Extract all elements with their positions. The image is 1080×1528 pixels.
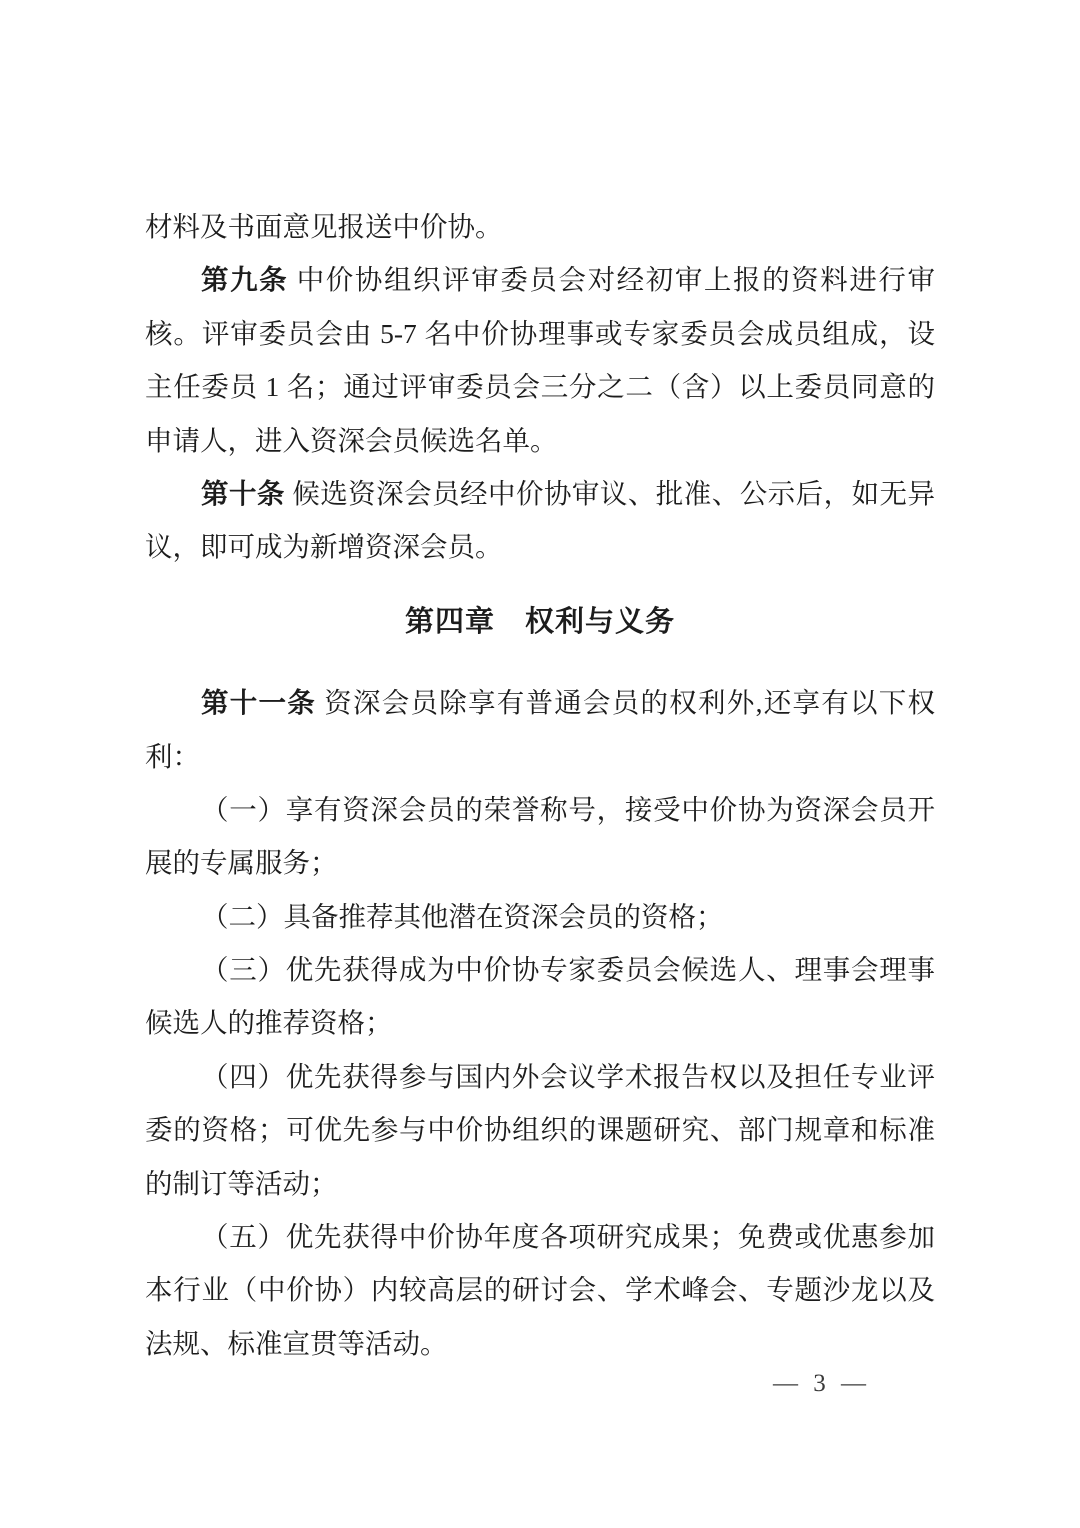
text-line bbox=[145, 676, 935, 729]
chapter-heading bbox=[145, 596, 935, 649]
text-segment: 的制订等活动； bbox=[145, 1167, 338, 1199]
text-line bbox=[145, 414, 935, 467]
text-segment: （四）优先获得参与国内外会议学术报告权以及担任专业评 bbox=[201, 1060, 935, 1092]
text-segment: （三）优先获得成为中价协专家委员会候选人、理事会理事 bbox=[201, 954, 935, 986]
text-line bbox=[145, 307, 935, 360]
text-line bbox=[145, 1050, 935, 1103]
text-line bbox=[145, 890, 935, 943]
text-segment: 利： bbox=[145, 740, 200, 772]
text-segment: 候选人的推荐资格； bbox=[145, 1007, 393, 1039]
text-line bbox=[145, 360, 935, 413]
text-line bbox=[145, 1157, 935, 1210]
text-segment: 本行业（中价协）内较高层的研讨会、学术峰会、专题沙龙以及 bbox=[145, 1274, 935, 1306]
text-segment: 委的资格；可优先参与中价协组织的课题研究、部门规章和标准 bbox=[145, 1114, 935, 1146]
text-line bbox=[145, 1103, 935, 1156]
text-line bbox=[145, 467, 935, 520]
text-line bbox=[145, 943, 935, 996]
article-number: 第十一条 bbox=[201, 687, 325, 719]
text-segment: 资深会员除享有普通会员的权利外,还享有以下权 bbox=[324, 687, 935, 719]
document-body bbox=[145, 200, 935, 1370]
text-segment: 第四章 权利与义务 bbox=[404, 605, 675, 638]
text-segment: 核。评审委员会由 5-7 名中价协理事或专家委员会成员组成，设 bbox=[145, 317, 935, 349]
text-segment: （二）具备推荐其他潜在资深会员的资格； bbox=[201, 900, 724, 932]
text-line bbox=[145, 730, 935, 783]
text-segment: （一）享有资深会员的荣誉称号，接受中价协为资深会员开 bbox=[201, 793, 935, 825]
text-segment: 候选资深会员经中价协审议、批准、公示后，如无异 bbox=[292, 477, 935, 509]
page-number: — 3 — bbox=[773, 1370, 868, 1397]
text-line bbox=[145, 253, 935, 306]
text-line bbox=[145, 520, 935, 573]
text-line bbox=[145, 1210, 935, 1263]
text-segment: 议，即可成为新增资深会员。 bbox=[145, 531, 503, 563]
text-segment: 主任委员 1 名；通过评审委员会三分之二（含）以上委员同意的 bbox=[145, 371, 935, 403]
text-line bbox=[145, 783, 935, 836]
article-number: 第九条 bbox=[201, 264, 297, 296]
text-segment: 材料及书面意见报送中价协。 bbox=[145, 211, 503, 242]
article-number: 第十条 bbox=[201, 477, 293, 509]
text-line bbox=[145, 1263, 935, 1316]
text-line bbox=[145, 836, 935, 889]
text-segment: 法规、标准宣贯等活动。 bbox=[145, 1327, 448, 1359]
text-segment: （五）优先获得中价协年度各项研究成果；免费或优惠参加 bbox=[201, 1221, 935, 1253]
text-segment: 申请人，进入资深会员候选名单。 bbox=[145, 424, 558, 456]
text-segment: 展的专属服务； bbox=[145, 847, 338, 879]
text-line bbox=[145, 200, 935, 253]
text-line bbox=[145, 996, 935, 1049]
text-line bbox=[145, 1317, 935, 1370]
text-segment: 中价协组织评审委员会对经初审上报的资料进行审 bbox=[296, 264, 935, 296]
